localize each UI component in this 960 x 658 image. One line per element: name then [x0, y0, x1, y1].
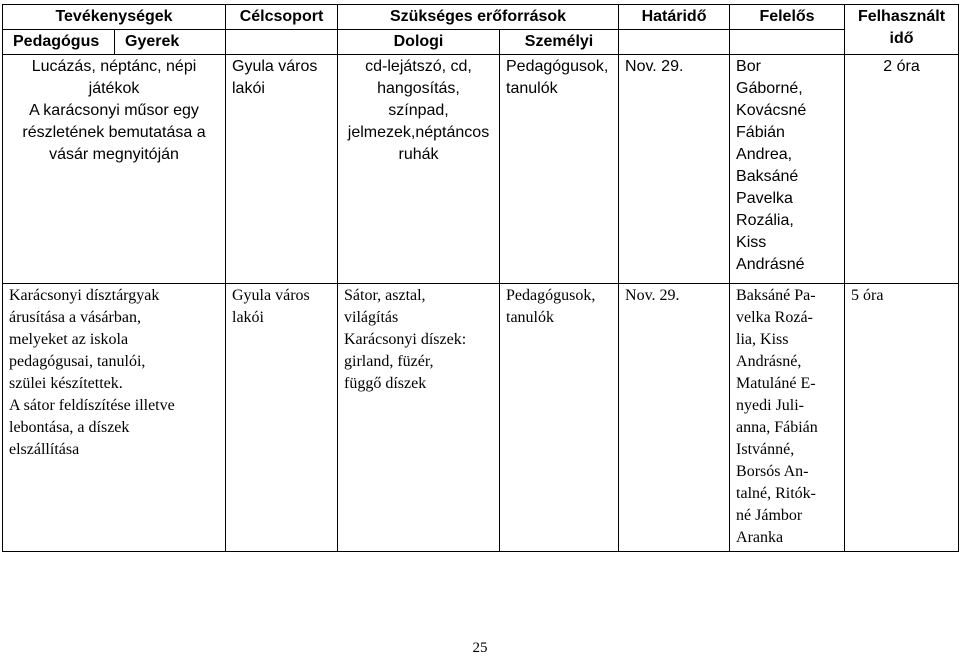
material-cell: cd-lejátszó, cd, hangosítás, színpad, jelmezek,néptáncos ruhák — [338, 55, 500, 284]
activity-cell: Karácsonyi dísztárgyak árusítása a vásárban, melyeket az iskola pedagógusai, tanulói, szülei készítettek. A sátor feldíszítése illetve lebontása, a díszek elszállítása — [3, 284, 226, 552]
subheader-empty-target — [226, 30, 338, 55]
header-time-used: Felhasznált idő — [845, 5, 959, 55]
time-cell: 2 óra — [845, 55, 959, 284]
target-cell: Gyula város lakói — [226, 55, 338, 284]
personal-cell: Pedagógusok, tanulók — [500, 284, 619, 552]
header-deadline: Határidő — [619, 5, 730, 30]
deadline-cell: Nov. 29. — [619, 55, 730, 284]
header-activities: Tevékenységek — [3, 5, 226, 30]
header-row — [3, 5, 959, 30]
deadline-cell: Nov. 29. — [619, 284, 730, 552]
header-resources: Szükséges erőforrások — [338, 5, 619, 30]
header-target: Célcsoport — [226, 5, 338, 30]
responsible-cell: Bor Gáborné, Kovácsné Fábián Andrea, Baksáné Pavelka Rozália, Kiss Andrásné — [730, 55, 845, 284]
header-responsible: Felelős — [730, 5, 845, 30]
subheader-material: Dologi — [338, 30, 500, 55]
subheader-row — [3, 30, 959, 55]
subheader-teacher: Pedagógus — [3, 30, 115, 55]
subheader-personal: Személyi — [500, 30, 619, 55]
time-cell: 5 óra — [845, 284, 959, 552]
page-number: 25 — [472, 640, 488, 656]
personal-cell: Pedagógusok, tanulók — [500, 55, 619, 284]
activity-plan-table — [2, 4, 959, 552]
subheader-empty-responsible — [730, 30, 845, 55]
subheader-child: Gyerek — [115, 30, 226, 55]
subheader-empty-deadline — [619, 30, 730, 55]
target-cell: Gyula város lakói — [226, 284, 338, 552]
table-row — [3, 55, 959, 284]
responsible-cell: Baksáné Pa- velka Rozá- lia, Kiss Andrásné, Matuláné E- nyedi Juli- anna, Fábián Istvánné, Borsós An- talné, Ritók- né Jámbor Aranka — [730, 284, 845, 552]
activity-cell: Lucázás, néptánc, népi játékok A karácsonyi műsor egy részletének bemutatása a vásár megnyitóján — [3, 55, 226, 284]
material-cell: Sátor, asztal, világítás Karácsonyi díszek: girland, füzér, függő díszek — [338, 284, 500, 552]
table-row — [3, 284, 959, 552]
